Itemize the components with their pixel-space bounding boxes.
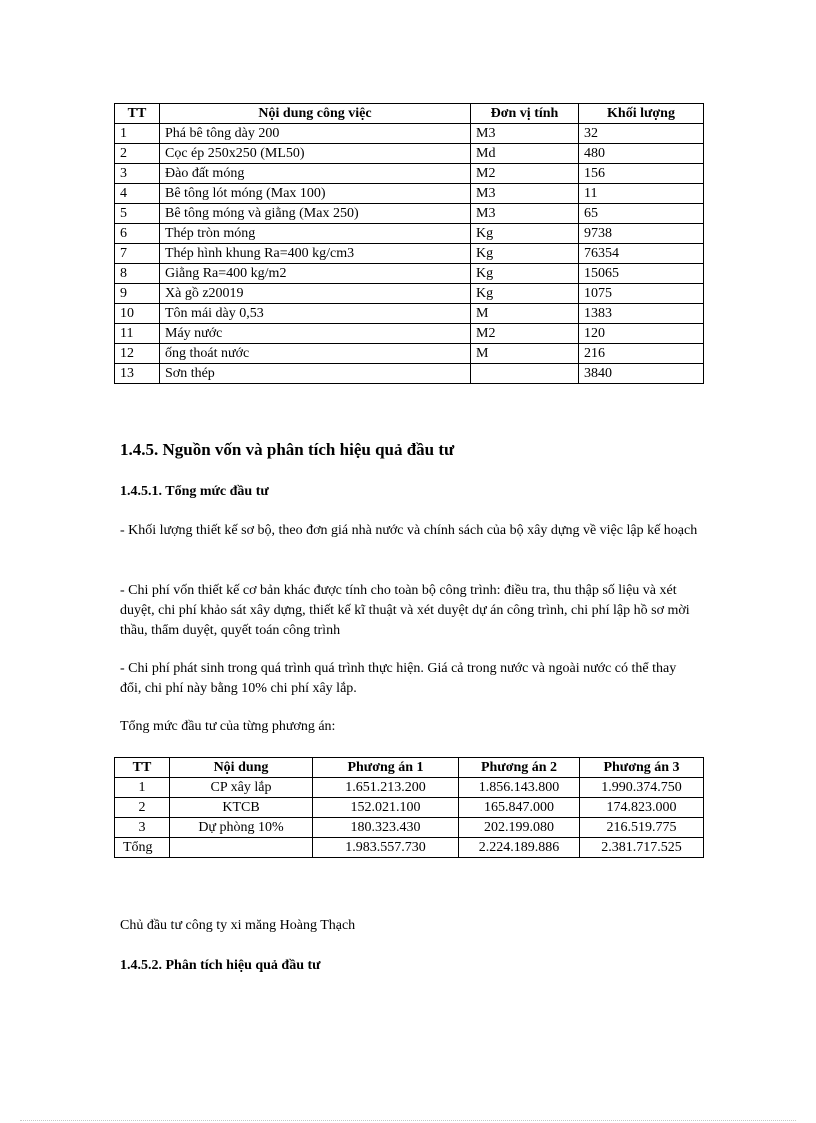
table-cell: 1 (115, 778, 170, 798)
table-cell: Sơn thép (160, 364, 471, 384)
table-cell: 3 (115, 164, 160, 184)
table-row (115, 204, 704, 224)
table-cell: 216.519.775 (580, 818, 704, 838)
table-cell: 11 (115, 324, 160, 344)
investment-table (114, 757, 704, 858)
table-cell: 1.983.557.730 (313, 838, 459, 858)
table-cell: Kg (471, 244, 579, 264)
table-cell: ống thoát nước (160, 344, 471, 364)
subsection-heading-total-investment: 1.4.5.1. Tổng mức đầu tư (120, 484, 269, 499)
header-option-3: Phương án 3 (580, 758, 704, 778)
paragraph-capital-costs: - Chi phí vốn thiết kế cơ bản khác được tính cho toàn bộ công trình: điều tra, thu thập số liệu và xét duyệt, chi phí khảo sát xây dựng, thiết kế kĩ thuật và xét duyệt dự án công trình, chi phí lập hồ sơ mời thầu, thẩm duyệt, quyết toán công trình (120, 583, 690, 638)
table-cell: M3 (471, 184, 579, 204)
table-cell: 12 (115, 344, 160, 364)
header-tt: TT (115, 758, 170, 778)
table-row (115, 224, 704, 244)
header-tt: TT (115, 104, 160, 124)
table-cell: M (471, 344, 579, 364)
table-row (115, 264, 704, 284)
table-cell: Md (471, 144, 579, 164)
table-cell: 32 (579, 124, 704, 144)
paragraph-volume: - Khối lượng thiết kế sơ bộ, theo đơn giá nhà nước và chính sách của bộ xây dựng về việc lập kế hoạch (120, 523, 698, 538)
table-cell: 65 (579, 204, 704, 224)
table-cell: Máy nước (160, 324, 471, 344)
table-cell: 1383 (579, 304, 704, 324)
header-option-2: Phương án 2 (459, 758, 580, 778)
header-unit: Đơn vị tính (471, 104, 579, 124)
table-header-row (115, 758, 704, 778)
table-cell: 1 (115, 124, 160, 144)
table-cell: KTCB (170, 798, 313, 818)
table-cell: Kg (471, 224, 579, 244)
table-cell: 7 (115, 244, 160, 264)
table-cell: 11 (579, 184, 704, 204)
header-quantity: Khối lượng (579, 104, 704, 124)
investment-body (115, 778, 704, 858)
table-row (115, 364, 704, 384)
table-cell: Kg (471, 264, 579, 284)
work-volume-table (114, 103, 704, 384)
paragraph-contingency: - Chi phí phát sinh trong quá trình quá trình thực hiện. Giá cả trong nước và ngoài nước có thể thay đổi, chi phí này bằng 10% chi phí xây lắp. (120, 661, 677, 696)
table-cell: 4 (115, 184, 160, 204)
table-row (115, 344, 704, 364)
table-cell: Giằng Ra=400 kg/m2 (160, 264, 471, 284)
table-cell: M2 (471, 324, 579, 344)
table-cell: 5 (115, 204, 160, 224)
table-cell: 3840 (579, 364, 704, 384)
table-cell: Bê tông móng và giằng (Max 250) (160, 204, 471, 224)
table-cell: 10 (115, 304, 160, 324)
header-option-1: Phương án 1 (313, 758, 459, 778)
table-row (115, 324, 704, 344)
table-cell: 9738 (579, 224, 704, 244)
table-cell (170, 838, 313, 858)
table-cell: 76354 (579, 244, 704, 264)
table-cell: Cọc ép 250x250 (ML50) (160, 144, 471, 164)
table-row (115, 284, 704, 304)
table-cell: 1.651.213.200 (313, 778, 459, 798)
table-cell: Kg (471, 284, 579, 304)
table-cell: 216 (579, 344, 704, 364)
table-cell (471, 364, 579, 384)
table-cell: M2 (471, 164, 579, 184)
table-cell: 6 (115, 224, 160, 244)
table-cell: CP xây lắp (170, 778, 313, 798)
page-divider (20, 1120, 796, 1121)
table-cell: 3 (115, 818, 170, 838)
table-cell: 152.021.100 (313, 798, 459, 818)
table-cell: M3 (471, 124, 579, 144)
table-cell: 1075 (579, 284, 704, 304)
table-header-row (115, 104, 704, 124)
table-cell: 180.323.430 (313, 818, 459, 838)
table-cell: Đào đất móng (160, 164, 471, 184)
subsection-heading-effectiveness: 1.4.5.2. Phân tích hiệu quả đầu tư (120, 958, 321, 973)
table-cell: 120 (579, 324, 704, 344)
table-cell: Phá bê tông dày 200 (160, 124, 471, 144)
table-cell: Tổng (115, 838, 170, 858)
section-heading: 1.4.5. Nguồn vốn và phân tích hiệu quả đầu tư (120, 440, 455, 459)
table-row (115, 164, 704, 184)
paragraph-table-intro: Tổng mức đầu tư của từng phương án: (120, 719, 336, 734)
table-cell: Thép hình khung Ra=400 kg/cm3 (160, 244, 471, 264)
table-cell: Thép tròn móng (160, 224, 471, 244)
table-cell: 8 (115, 264, 160, 284)
table-row (115, 818, 704, 838)
table-cell: 2 (115, 798, 170, 818)
owner-note: Chủ đầu tư công ty xi măng Hoàng Thạch (120, 918, 356, 933)
table-cell: 2.381.717.525 (580, 838, 704, 858)
table-cell: M3 (471, 204, 579, 224)
table-cell: 165.847.000 (459, 798, 580, 818)
table-cell: 156 (579, 164, 704, 184)
table-cell: 13 (115, 364, 160, 384)
table-row (115, 184, 704, 204)
table-row (115, 244, 704, 264)
table-row (115, 798, 704, 818)
table-cell: Bê tông lót móng (Max 100) (160, 184, 471, 204)
table-cell: 480 (579, 144, 704, 164)
table-cell: 2.224.189.886 (459, 838, 580, 858)
table-row (115, 144, 704, 164)
table-row (115, 304, 704, 324)
table-row (115, 124, 704, 144)
work-volume-body (115, 124, 704, 384)
table-cell: 174.823.000 (580, 798, 704, 818)
table-cell: 1.990.374.750 (580, 778, 704, 798)
table-cell: 202.199.080 (459, 818, 580, 838)
table-cell: Dự phòng 10% (170, 818, 313, 838)
table-row (115, 778, 704, 798)
header-content: Nội dung (170, 758, 313, 778)
header-content: Nội dung công việc (160, 104, 471, 124)
table-cell: 9 (115, 284, 160, 304)
table-cell: 1.856.143.800 (459, 778, 580, 798)
table-cell: M (471, 304, 579, 324)
table-row (115, 838, 704, 858)
table-cell: 2 (115, 144, 160, 164)
table-cell: Xà gồ z20019 (160, 284, 471, 304)
table-cell: 15065 (579, 264, 704, 284)
table-cell: Tôn mái dày 0,53 (160, 304, 471, 324)
